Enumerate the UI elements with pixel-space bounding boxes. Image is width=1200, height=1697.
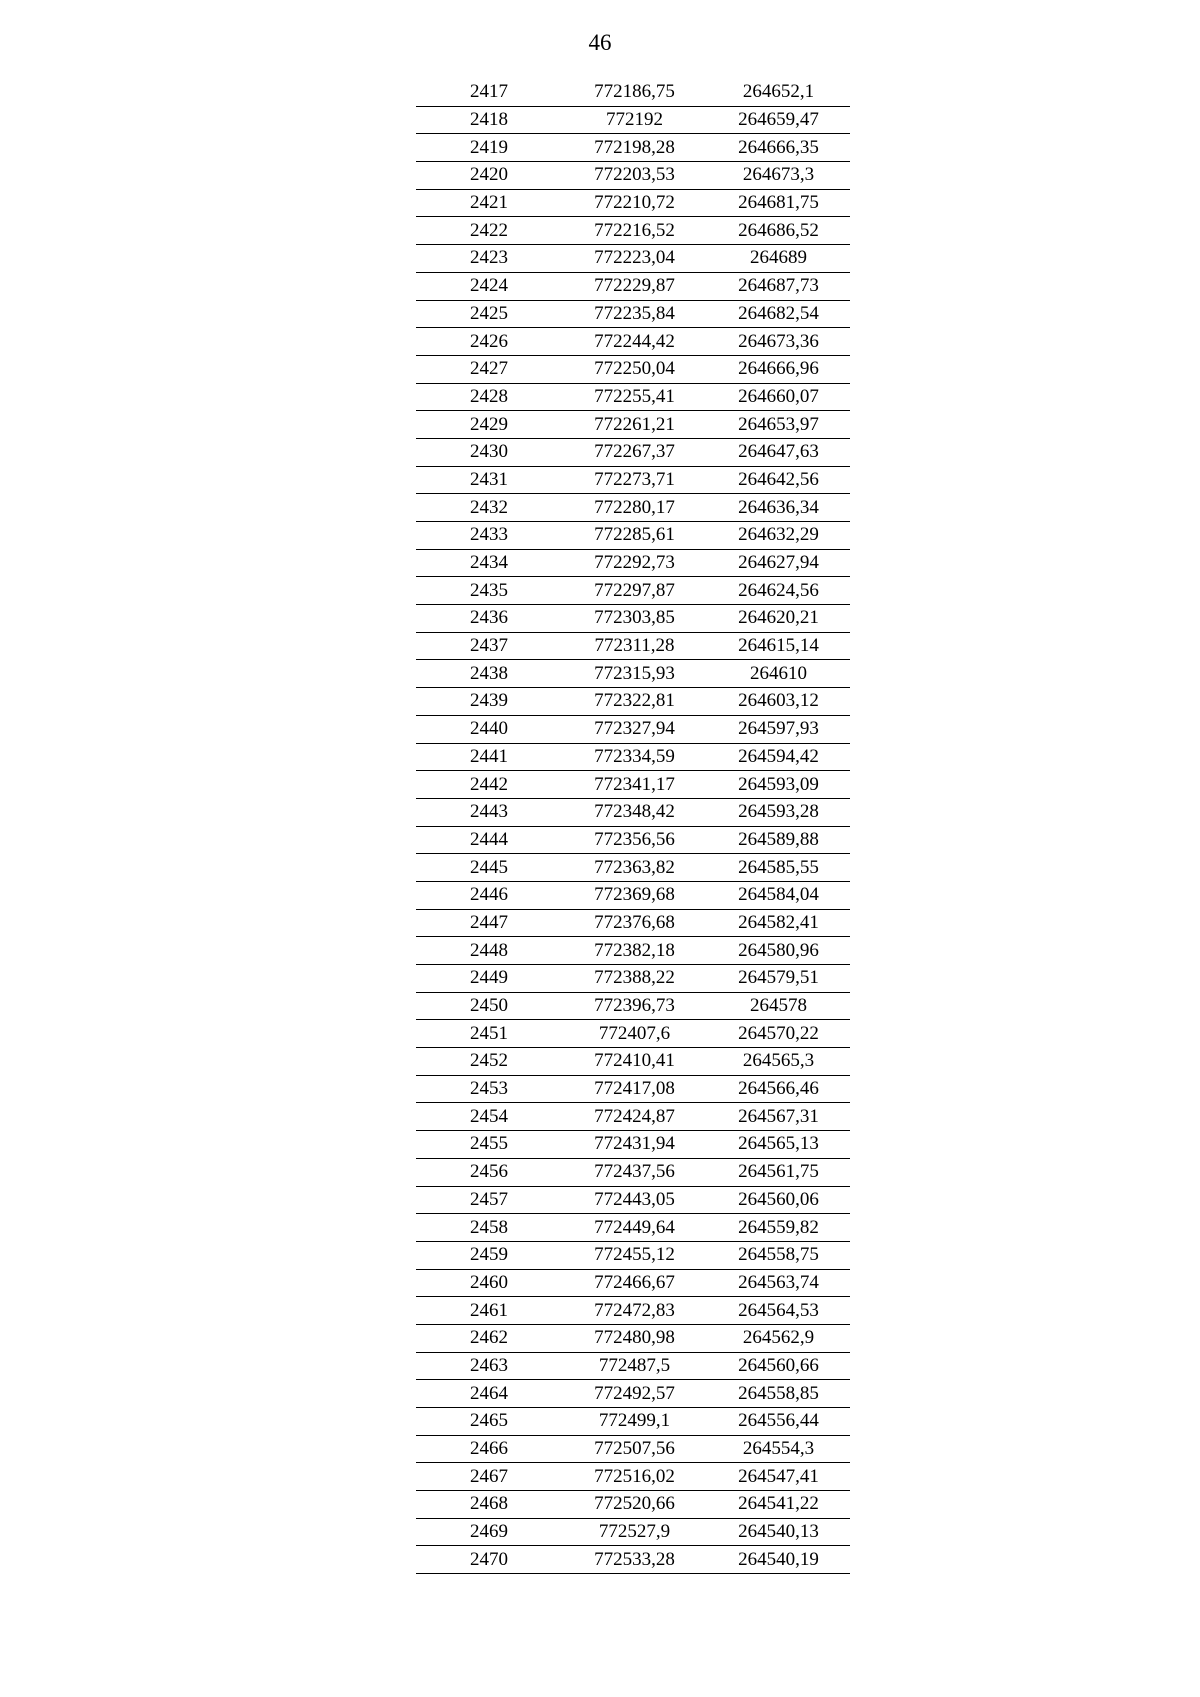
x-coordinate-cell: 772499,1 xyxy=(562,1408,707,1436)
x-coordinate-cell: 772210,72 xyxy=(562,189,707,217)
x-coordinate-cell: 772437,56 xyxy=(562,1158,707,1186)
point-number-cell: 2417 xyxy=(416,79,562,106)
x-coordinate-cell: 772327,94 xyxy=(562,715,707,743)
x-coordinate-cell: 772235,84 xyxy=(562,300,707,328)
point-number-cell: 2459 xyxy=(416,1241,562,1269)
point-number-cell: 2456 xyxy=(416,1158,562,1186)
y-coordinate-cell: 264652,1 xyxy=(707,79,850,106)
x-coordinate-cell: 772455,12 xyxy=(562,1241,707,1269)
x-coordinate-cell: 772192 xyxy=(562,106,707,134)
y-coordinate-cell: 264687,73 xyxy=(707,272,850,300)
x-coordinate-cell: 772250,04 xyxy=(562,355,707,383)
y-coordinate-cell: 264653,97 xyxy=(707,411,850,439)
table-row xyxy=(416,1408,850,1436)
x-coordinate-cell: 772198,28 xyxy=(562,134,707,162)
y-coordinate-cell: 264578 xyxy=(707,992,850,1020)
y-coordinate-cell: 264627,94 xyxy=(707,549,850,577)
x-coordinate-cell: 772223,04 xyxy=(562,245,707,273)
x-coordinate-cell: 772363,82 xyxy=(562,854,707,882)
x-coordinate-cell: 772341,17 xyxy=(562,771,707,799)
x-coordinate-cell: 772216,52 xyxy=(562,217,707,245)
y-coordinate-cell: 264681,75 xyxy=(707,189,850,217)
y-coordinate-cell: 264562,9 xyxy=(707,1324,850,1352)
table-row xyxy=(416,826,850,854)
x-coordinate-cell: 772516,02 xyxy=(562,1463,707,1491)
y-coordinate-cell: 264624,56 xyxy=(707,577,850,605)
x-coordinate-cell: 772285,61 xyxy=(562,522,707,550)
table-row xyxy=(416,605,850,633)
table-row xyxy=(416,1546,850,1574)
point-number-cell: 2442 xyxy=(416,771,562,799)
table-row xyxy=(416,771,850,799)
y-coordinate-cell: 264603,12 xyxy=(707,688,850,716)
y-coordinate-cell: 264565,3 xyxy=(707,1048,850,1076)
table-row xyxy=(416,798,850,826)
table-row xyxy=(416,1020,850,1048)
point-number-cell: 2465 xyxy=(416,1408,562,1436)
table-row xyxy=(416,1103,850,1131)
y-coordinate-cell: 264647,63 xyxy=(707,438,850,466)
point-number-cell: 2418 xyxy=(416,106,562,134)
y-coordinate-cell: 264558,85 xyxy=(707,1380,850,1408)
point-number-cell: 2447 xyxy=(416,909,562,937)
y-coordinate-cell: 264636,34 xyxy=(707,494,850,522)
point-number-cell: 2462 xyxy=(416,1324,562,1352)
x-coordinate-cell: 772431,94 xyxy=(562,1131,707,1159)
point-number-cell: 2446 xyxy=(416,881,562,909)
table-row xyxy=(416,1075,850,1103)
y-coordinate-cell: 264632,29 xyxy=(707,522,850,550)
table-row xyxy=(416,300,850,328)
table-row xyxy=(416,79,850,106)
table-row xyxy=(416,549,850,577)
x-coordinate-cell: 772424,87 xyxy=(562,1103,707,1131)
x-coordinate-cell: 772396,73 xyxy=(562,992,707,1020)
table-row xyxy=(416,1297,850,1325)
y-coordinate-cell: 264579,51 xyxy=(707,965,850,993)
y-coordinate-cell: 264559,82 xyxy=(707,1214,850,1242)
table-row xyxy=(416,106,850,134)
table-row xyxy=(416,466,850,494)
point-number-cell: 2463 xyxy=(416,1352,562,1380)
y-coordinate-cell: 264615,14 xyxy=(707,632,850,660)
y-coordinate-cell: 264565,13 xyxy=(707,1131,850,1159)
point-number-cell: 2436 xyxy=(416,605,562,633)
point-number-cell: 2430 xyxy=(416,438,562,466)
y-coordinate-cell: 264558,75 xyxy=(707,1241,850,1269)
y-coordinate-cell: 264597,93 xyxy=(707,715,850,743)
y-coordinate-cell: 264570,22 xyxy=(707,1020,850,1048)
table-row xyxy=(416,522,850,550)
point-number-cell: 2434 xyxy=(416,549,562,577)
point-number-cell: 2444 xyxy=(416,826,562,854)
point-number-cell: 2431 xyxy=(416,466,562,494)
y-coordinate-cell: 264584,04 xyxy=(707,881,850,909)
table-row xyxy=(416,1131,850,1159)
point-number-cell: 2422 xyxy=(416,217,562,245)
x-coordinate-cell: 772292,73 xyxy=(562,549,707,577)
table-row xyxy=(416,854,850,882)
point-number-cell: 2440 xyxy=(416,715,562,743)
y-coordinate-cell: 264561,75 xyxy=(707,1158,850,1186)
table-row xyxy=(416,383,850,411)
table-row xyxy=(416,743,850,771)
point-number-cell: 2468 xyxy=(416,1491,562,1519)
table-row xyxy=(416,688,850,716)
table-row xyxy=(416,411,850,439)
x-coordinate-cell: 772261,21 xyxy=(562,411,707,439)
y-coordinate-cell: 264567,31 xyxy=(707,1103,850,1131)
x-coordinate-cell: 772388,22 xyxy=(562,965,707,993)
x-coordinate-cell: 772229,87 xyxy=(562,272,707,300)
point-number-cell: 2421 xyxy=(416,189,562,217)
point-number-cell: 2445 xyxy=(416,854,562,882)
x-coordinate-cell: 772382,18 xyxy=(562,937,707,965)
y-coordinate-cell: 264563,74 xyxy=(707,1269,850,1297)
y-coordinate-cell: 264689 xyxy=(707,245,850,273)
point-number-cell: 2428 xyxy=(416,383,562,411)
table-row xyxy=(416,965,850,993)
x-coordinate-cell: 772186,75 xyxy=(562,79,707,106)
point-number-cell: 2424 xyxy=(416,272,562,300)
x-coordinate-cell: 772203,53 xyxy=(562,162,707,190)
x-coordinate-cell: 772417,08 xyxy=(562,1075,707,1103)
y-coordinate-cell: 264682,54 xyxy=(707,300,850,328)
x-coordinate-cell: 772273,71 xyxy=(562,466,707,494)
point-number-cell: 2443 xyxy=(416,798,562,826)
table-row xyxy=(416,715,850,743)
x-coordinate-cell: 772376,68 xyxy=(562,909,707,937)
table-row xyxy=(416,909,850,937)
x-coordinate-cell: 772348,42 xyxy=(562,798,707,826)
table-row xyxy=(416,1491,850,1519)
table-row xyxy=(416,937,850,965)
point-number-cell: 2458 xyxy=(416,1214,562,1242)
table-row xyxy=(416,494,850,522)
y-coordinate-cell: 264673,3 xyxy=(707,162,850,190)
point-number-cell: 2453 xyxy=(416,1075,562,1103)
table-row xyxy=(416,355,850,383)
y-coordinate-cell: 264540,13 xyxy=(707,1518,850,1546)
point-number-cell: 2441 xyxy=(416,743,562,771)
y-coordinate-cell: 264594,42 xyxy=(707,743,850,771)
x-coordinate-cell: 772369,68 xyxy=(562,881,707,909)
point-number-cell: 2419 xyxy=(416,134,562,162)
table-row xyxy=(416,189,850,217)
y-coordinate-cell: 264566,46 xyxy=(707,1075,850,1103)
table-row xyxy=(416,577,850,605)
x-coordinate-cell: 772255,41 xyxy=(562,383,707,411)
y-coordinate-cell: 264673,36 xyxy=(707,328,850,356)
point-number-cell: 2426 xyxy=(416,328,562,356)
point-number-cell: 2427 xyxy=(416,355,562,383)
point-number-cell: 2467 xyxy=(416,1463,562,1491)
table-row xyxy=(416,1214,850,1242)
point-number-cell: 2435 xyxy=(416,577,562,605)
point-number-cell: 2449 xyxy=(416,965,562,993)
y-coordinate-cell: 264540,19 xyxy=(707,1546,850,1574)
point-number-cell: 2450 xyxy=(416,992,562,1020)
point-number-cell: 2454 xyxy=(416,1103,562,1131)
point-number-cell: 2457 xyxy=(416,1186,562,1214)
table-row xyxy=(416,245,850,273)
y-coordinate-cell: 264642,56 xyxy=(707,466,850,494)
table-row xyxy=(416,1463,850,1491)
table-row xyxy=(416,632,850,660)
y-coordinate-cell: 264564,53 xyxy=(707,1297,850,1325)
y-coordinate-cell: 264666,96 xyxy=(707,355,850,383)
table-row xyxy=(416,1158,850,1186)
point-number-cell: 2429 xyxy=(416,411,562,439)
table-row xyxy=(416,1241,850,1269)
point-number-cell: 2432 xyxy=(416,494,562,522)
table-row xyxy=(416,1324,850,1352)
table-row xyxy=(416,1518,850,1546)
x-coordinate-cell: 772244,42 xyxy=(562,328,707,356)
table-row xyxy=(416,1435,850,1463)
y-coordinate-cell: 264554,3 xyxy=(707,1435,850,1463)
table-row xyxy=(416,134,850,162)
point-number-cell: 2464 xyxy=(416,1380,562,1408)
y-coordinate-cell: 264659,47 xyxy=(707,106,850,134)
x-coordinate-cell: 772410,41 xyxy=(562,1048,707,1076)
point-number-cell: 2466 xyxy=(416,1435,562,1463)
y-coordinate-cell: 264666,35 xyxy=(707,134,850,162)
table-row xyxy=(416,1380,850,1408)
y-coordinate-cell: 264620,21 xyxy=(707,605,850,633)
table-row xyxy=(416,1186,850,1214)
x-coordinate-cell: 772303,85 xyxy=(562,605,707,633)
table-row xyxy=(416,272,850,300)
y-coordinate-cell: 264585,55 xyxy=(707,854,850,882)
y-coordinate-cell: 264560,06 xyxy=(707,1186,850,1214)
point-number-cell: 2452 xyxy=(416,1048,562,1076)
y-coordinate-cell: 264660,07 xyxy=(707,383,850,411)
table-row xyxy=(416,1352,850,1380)
y-coordinate-cell: 264582,41 xyxy=(707,909,850,937)
x-coordinate-cell: 772480,98 xyxy=(562,1324,707,1352)
point-number-cell: 2420 xyxy=(416,162,562,190)
x-coordinate-cell: 772322,81 xyxy=(562,688,707,716)
point-number-cell: 2437 xyxy=(416,632,562,660)
point-number-cell: 2451 xyxy=(416,1020,562,1048)
x-coordinate-cell: 772267,37 xyxy=(562,438,707,466)
x-coordinate-cell: 772315,93 xyxy=(562,660,707,688)
point-number-cell: 2438 xyxy=(416,660,562,688)
y-coordinate-cell: 264589,88 xyxy=(707,826,850,854)
x-coordinate-cell: 772472,83 xyxy=(562,1297,707,1325)
x-coordinate-cell: 772520,66 xyxy=(562,1491,707,1519)
point-number-cell: 2461 xyxy=(416,1297,562,1325)
point-number-cell: 2423 xyxy=(416,245,562,273)
point-number-cell: 2470 xyxy=(416,1546,562,1574)
y-coordinate-cell: 264593,28 xyxy=(707,798,850,826)
y-coordinate-cell: 264560,66 xyxy=(707,1352,850,1380)
x-coordinate-cell: 772507,56 xyxy=(562,1435,707,1463)
x-coordinate-cell: 772334,59 xyxy=(562,743,707,771)
point-number-cell: 2455 xyxy=(416,1131,562,1159)
table-row xyxy=(416,217,850,245)
y-coordinate-cell: 264556,44 xyxy=(707,1408,850,1436)
x-coordinate-cell: 772487,5 xyxy=(562,1352,707,1380)
y-coordinate-cell: 264547,41 xyxy=(707,1463,850,1491)
y-coordinate-cell: 264686,52 xyxy=(707,217,850,245)
table-row xyxy=(416,1269,850,1297)
point-number-cell: 2469 xyxy=(416,1518,562,1546)
table-row xyxy=(416,162,850,190)
table-row xyxy=(416,992,850,1020)
x-coordinate-cell: 772297,87 xyxy=(562,577,707,605)
y-coordinate-cell: 264580,96 xyxy=(707,937,850,965)
y-coordinate-cell: 264610 xyxy=(707,660,850,688)
y-coordinate-cell: 264593,09 xyxy=(707,771,850,799)
table-row xyxy=(416,1048,850,1076)
x-coordinate-cell: 772533,28 xyxy=(562,1546,707,1574)
coordinates-table-body xyxy=(416,79,850,1574)
table-row xyxy=(416,881,850,909)
x-coordinate-cell: 772466,67 xyxy=(562,1269,707,1297)
x-coordinate-cell: 772492,57 xyxy=(562,1380,707,1408)
x-coordinate-cell: 772356,56 xyxy=(562,826,707,854)
point-number-cell: 2448 xyxy=(416,937,562,965)
point-number-cell: 2439 xyxy=(416,688,562,716)
x-coordinate-cell: 772443,05 xyxy=(562,1186,707,1214)
point-number-cell: 2425 xyxy=(416,300,562,328)
x-coordinate-cell: 772280,17 xyxy=(562,494,707,522)
table-row xyxy=(416,438,850,466)
table-row xyxy=(416,328,850,356)
x-coordinate-cell: 772407,6 xyxy=(562,1020,707,1048)
x-coordinate-cell: 772527,9 xyxy=(562,1518,707,1546)
x-coordinate-cell: 772449,64 xyxy=(562,1214,707,1242)
point-number-cell: 2460 xyxy=(416,1269,562,1297)
x-coordinate-cell: 772311,28 xyxy=(562,632,707,660)
table-row xyxy=(416,660,850,688)
coordinates-table xyxy=(416,79,850,1574)
y-coordinate-cell: 264541,22 xyxy=(707,1491,850,1519)
page-number: 46 xyxy=(588,30,612,55)
point-number-cell: 2433 xyxy=(416,522,562,550)
